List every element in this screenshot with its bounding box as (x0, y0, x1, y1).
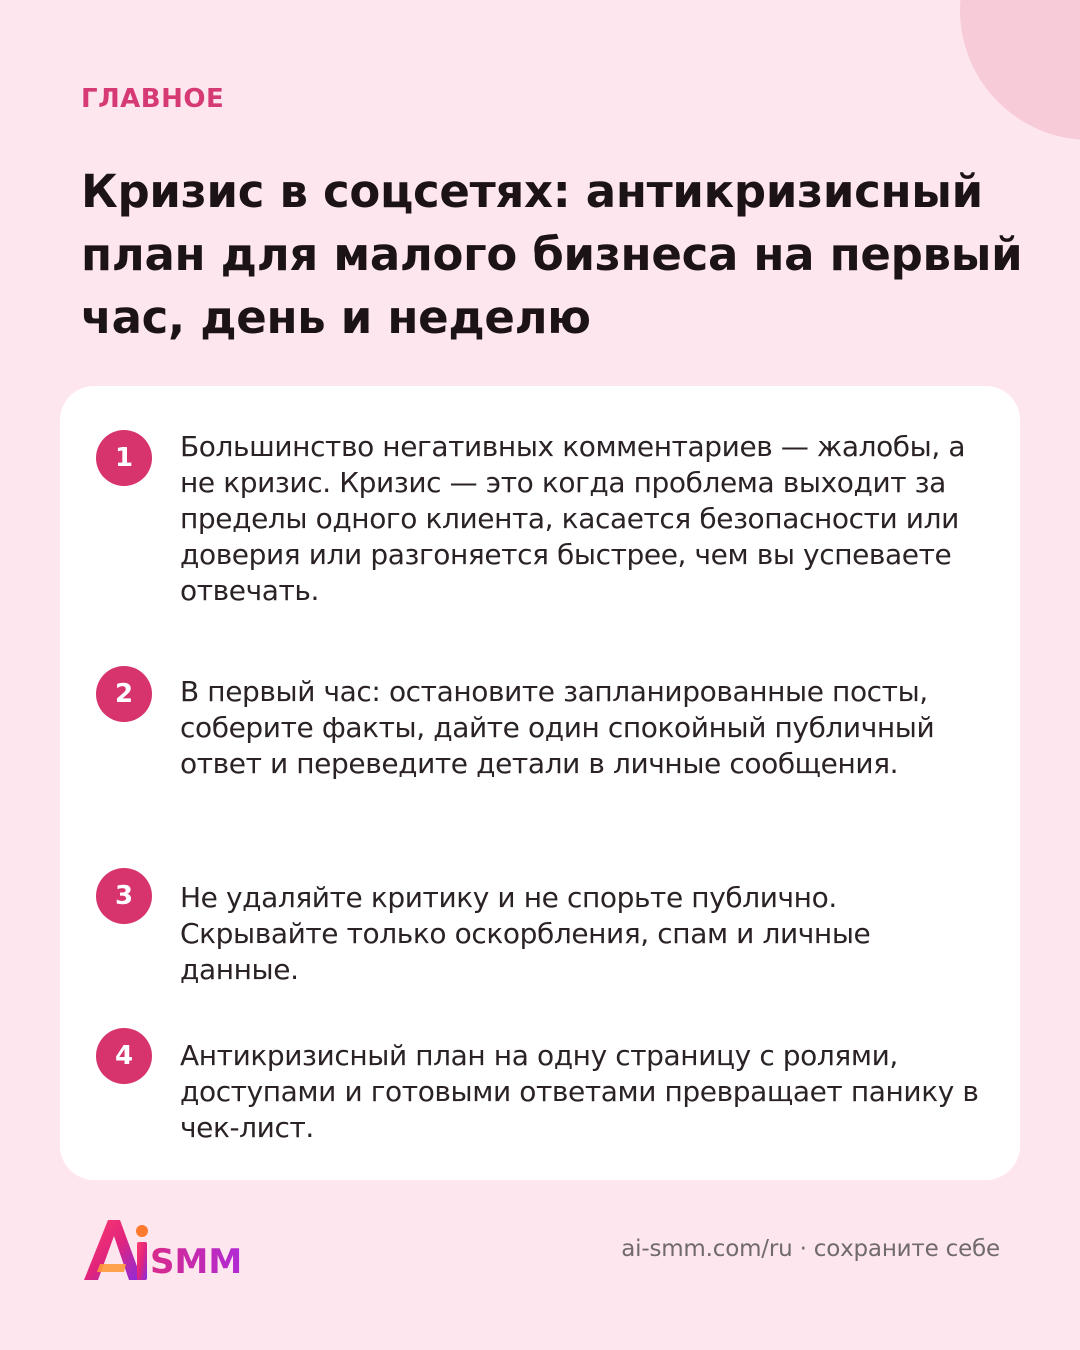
aismm-logo (80, 1214, 280, 1288)
number-badge: 1 (96, 430, 152, 486)
footer-caption: ai-smm.com/ru · сохраните себе (621, 1236, 1000, 1262)
decorative-corner-circle (960, 0, 1080, 140)
list-item-text: В первый час: остановите запланированные посты, соберите факты, дайте один спокойный публичный ответ и переведите детали в личные сообщения. (180, 675, 935, 780)
points-card (60, 386, 1020, 1180)
logo-text: SMM (150, 1242, 243, 1282)
number-badge: 4 (96, 1028, 152, 1084)
page-title: Кризис в соцсетях: антикризисный план для малого бизнеса на первый час, день и неделю (81, 165, 1023, 344)
list-item-text: Не удаляйте критику и не спорьте публично. Скрывайте только оскорбления, спам и личные данные. (180, 881, 871, 986)
number-badge: 3 (96, 868, 152, 924)
number-badge: 2 (96, 666, 152, 722)
list-item-text: Антикризисный план на одну страницу с ролями, доступами и готовыми ответами превращает панику в чек-лист. (180, 1039, 979, 1144)
list-item-text: Большинство негативных комментариев — жалобы, а не кризис. Кризис — это когда проблема выходит за пределы одного клиента, касается безопасности или доверия или разгоняется быстрее, чем вы успеваете отвечать. (180, 430, 966, 607)
section-kicker: ГЛАВНОЕ (81, 84, 225, 114)
